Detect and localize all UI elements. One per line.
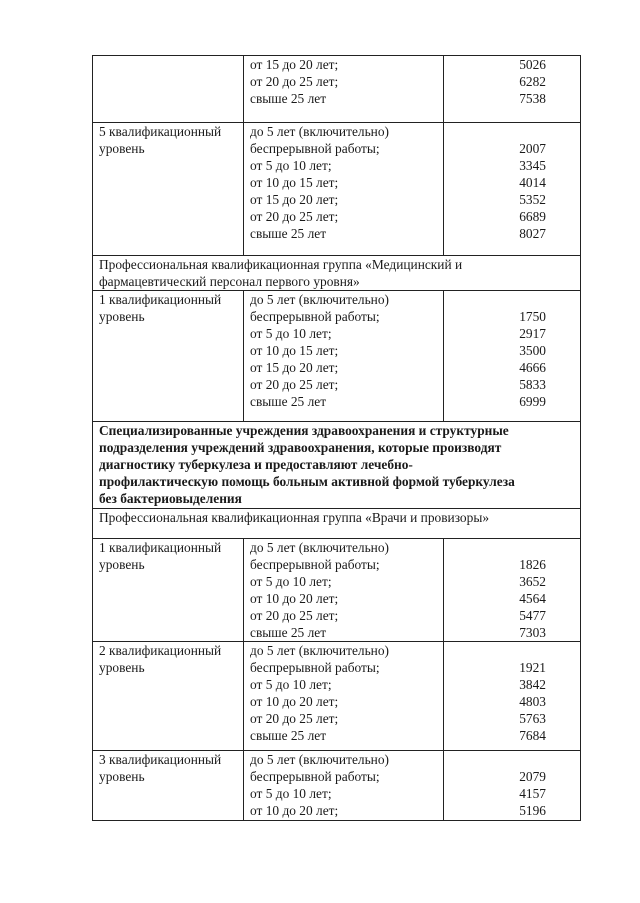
value-line: 4564 (519, 591, 546, 606)
value-line: 7538 (519, 91, 546, 106)
value-line: 5763 (519, 711, 546, 726)
period-line: от 20 до 25 лет; (250, 608, 339, 623)
value-line: 3500 (519, 343, 546, 358)
group-header-row (93, 508, 580, 538)
value-line: 6999 (519, 394, 546, 409)
value-line: 1750 (519, 309, 546, 324)
period-line: беспрерывной работы; (250, 141, 380, 156)
table-row (93, 122, 580, 255)
period-line: свыше 25 лет (250, 728, 327, 743)
period-line: от 5 до 10 лет; (250, 574, 332, 589)
period-cell (244, 291, 444, 421)
group-title-line: Профессиональная квалификационная группа «Врачи и провизоры» (99, 510, 490, 525)
value-cell (444, 751, 580, 820)
period-line: до 5 лет (включительно) (250, 643, 389, 658)
period-cell (244, 642, 444, 750)
period-line: от 10 до 15 лет; (250, 343, 339, 358)
section-title-line: без бактериовыделения (99, 491, 242, 506)
value-line: 6282 (519, 74, 546, 89)
section-title-line: профилактическую помощь больным активной формой туберкулеза (99, 474, 515, 489)
period-line: от 20 до 25 лет; (250, 377, 339, 392)
section-title-line: диагностику туберкулеза и предоставляют лечебно- (99, 457, 413, 472)
level-line: уровень (99, 141, 145, 156)
period-line: свыше 25 лет (250, 625, 327, 640)
value-line: 1921 (519, 660, 546, 675)
period-line: от 5 до 10 лет; (250, 677, 332, 692)
period-line: свыше 25 лет (250, 91, 327, 106)
period-line: от 10 до 15 лет; (250, 175, 339, 190)
value-cell (444, 56, 580, 122)
table-row (93, 641, 580, 750)
period-line: свыше 25 лет (250, 226, 327, 241)
period-line: беспрерывной работы; (250, 769, 380, 784)
period-line: от 5 до 10 лет; (250, 158, 332, 173)
group-title-line: фармацевтический персонал первого уровня» (99, 274, 360, 289)
table-row (93, 538, 580, 641)
period-cell (244, 56, 444, 122)
period-line: от 10 до 20 лет; (250, 694, 339, 709)
level-line: 3 квалификационный (99, 752, 222, 767)
level-cell (93, 291, 244, 421)
level-line: 1 квалификационный (99, 540, 222, 555)
value-cell (444, 642, 580, 750)
level-cell (93, 123, 244, 255)
period-line: от 10 до 20 лет; (250, 803, 339, 818)
period-line: до 5 лет (включительно) (250, 292, 389, 307)
value-line: 5477 (519, 608, 546, 623)
value-line: 7684 (519, 728, 546, 743)
value-line (444, 539, 546, 556)
level-cell (93, 751, 244, 820)
period-line: до 5 лет (включительно) (250, 124, 389, 139)
group-header-row (93, 255, 580, 290)
value-line: 6689 (519, 209, 546, 224)
value-cell (444, 539, 580, 641)
period-line: от 20 до 25 лет; (250, 711, 339, 726)
group-title-line: Профессиональная квалификационная группа «Медицинский и (99, 257, 463, 272)
period-line: до 5 лет (включительно) (250, 752, 389, 767)
value-line (444, 642, 546, 659)
value-line: 8027 (519, 226, 546, 241)
value-line: 7303 (519, 625, 546, 640)
period-cell (244, 751, 444, 820)
value-cell (444, 291, 580, 421)
period-cell (244, 539, 444, 641)
value-line (444, 291, 546, 308)
group-title (93, 256, 468, 290)
period-line: от 5 до 10 лет; (250, 326, 332, 341)
level-line: уровень (99, 557, 145, 572)
value-line: 1826 (519, 557, 546, 572)
level-line: уровень (99, 309, 145, 324)
value-line: 3842 (519, 677, 546, 692)
salary-table (92, 55, 581, 821)
value-line (444, 751, 546, 768)
value-line: 5833 (519, 377, 546, 392)
period-line: от 5 до 10 лет; (250, 786, 332, 801)
level-line: 1 квалификационный (99, 292, 222, 307)
value-line: 4014 (519, 175, 546, 190)
group-title (93, 509, 495, 538)
table-row (93, 56, 580, 122)
value-line: 5352 (519, 192, 546, 207)
value-line: 4157 (519, 786, 546, 801)
value-line: 3345 (519, 158, 546, 173)
period-line: до 5 лет (включительно) (250, 540, 389, 555)
period-line: от 15 до 20 лет; (250, 57, 339, 72)
level-line: уровень (99, 769, 145, 784)
level-line: 5 квалификационный (99, 124, 222, 139)
period-line: от 15 до 20 лет; (250, 192, 339, 207)
level-cell (93, 56, 244, 122)
table-row (93, 290, 580, 421)
value-line: 2917 (519, 326, 546, 341)
period-line: от 10 до 20 лет; (250, 591, 339, 606)
value-line: 5026 (519, 57, 546, 72)
period-line: свыше 25 лет (250, 394, 327, 409)
period-line: от 20 до 25 лет; (250, 74, 339, 89)
section-header-row (93, 421, 580, 508)
level-line: 2 квалификационный (99, 643, 222, 658)
period-line: беспрерывной работы; (250, 660, 380, 675)
value-line: 2007 (519, 141, 546, 156)
value-line: 3652 (519, 574, 546, 589)
period-line: беспрерывной работы; (250, 309, 380, 324)
value-line: 4666 (519, 360, 546, 375)
value-line: 2079 (519, 769, 546, 784)
value-cell (444, 123, 580, 255)
section-title-line: Специализированные учреждения здравоохранения и структурные (99, 423, 509, 438)
value-line: 4803 (519, 694, 546, 709)
level-cell (93, 539, 244, 641)
level-line: уровень (99, 660, 145, 675)
period-line: беспрерывной работы; (250, 557, 380, 572)
period-line: от 15 до 20 лет; (250, 360, 339, 375)
value-line (444, 123, 546, 140)
value-line: 5196 (519, 803, 546, 818)
section-title-line: подразделения учреждений здравоохранения, которые производят (99, 440, 502, 455)
section-title (93, 422, 521, 508)
level-cell (93, 642, 244, 750)
table-row (93, 750, 580, 820)
period-line: от 20 до 25 лет; (250, 209, 339, 224)
period-cell (244, 123, 444, 255)
